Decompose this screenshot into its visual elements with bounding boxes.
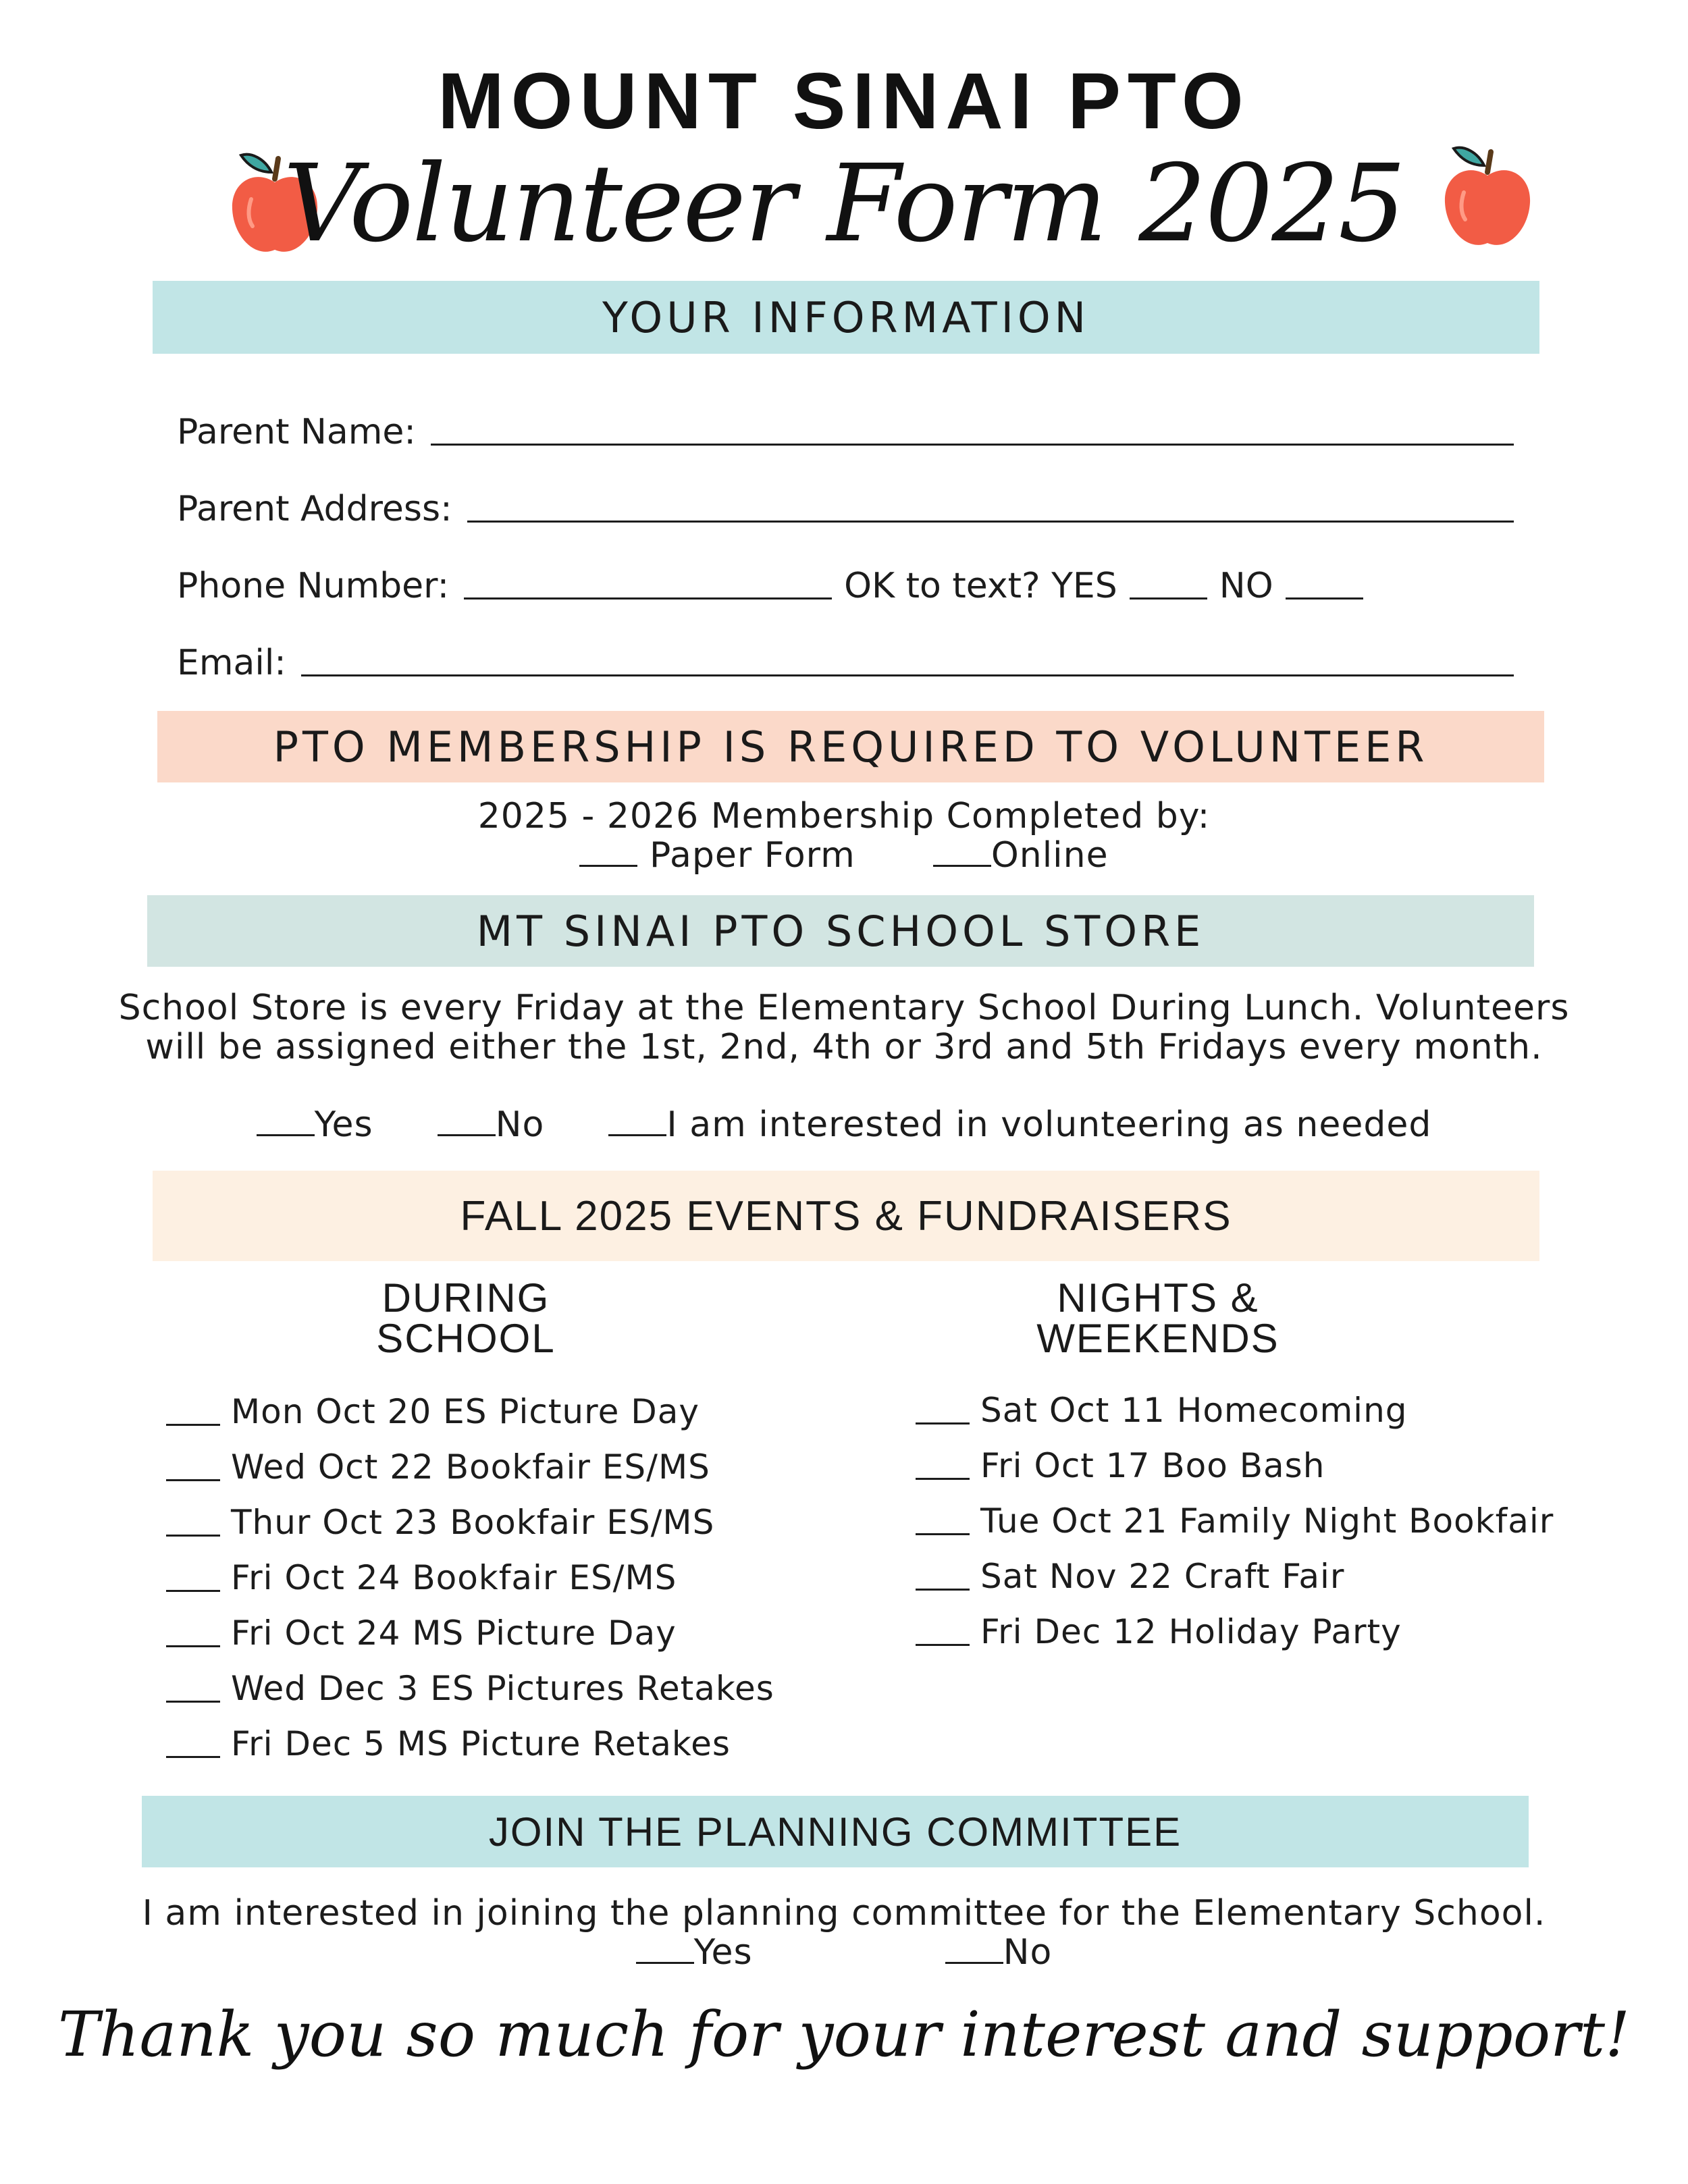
list-item[interactable] bbox=[916, 1375, 1591, 1430]
email-field[interactable] bbox=[177, 622, 1514, 683]
school-store-options bbox=[0, 1104, 1688, 1145]
membership-completed-by: 2025 - 2026 Membership Completed by: bbox=[477, 796, 1211, 836]
during-school-heading bbox=[297, 1275, 635, 1361]
form-title: Volunteer Form 2025 bbox=[283, 142, 1405, 266]
list-item[interactable] bbox=[916, 1541, 1591, 1596]
school-store-heading-text: MT SINAI PTO SCHOOL STORE bbox=[476, 906, 1205, 956]
event-blank[interactable] bbox=[916, 1589, 970, 1591]
event-label: Fri Oct 24 Bookfair ES/MS bbox=[231, 1558, 677, 1597]
events-heading-text: FALL 2025 EVENTS & FUNDRAISERS bbox=[460, 1192, 1232, 1240]
event-blank[interactable] bbox=[916, 1644, 970, 1646]
membership-options bbox=[0, 836, 1688, 875]
event-blank[interactable] bbox=[916, 1422, 970, 1424]
org-title: MOUNT SINAI PTO bbox=[438, 57, 1250, 146]
paper-form-blank[interactable] bbox=[579, 838, 637, 867]
list-item[interactable] bbox=[166, 1487, 841, 1542]
event-label: Wed Dec 3 ES Pictures Retakes bbox=[231, 1669, 774, 1708]
store-no-blank[interactable] bbox=[438, 1107, 496, 1136]
event-blank[interactable] bbox=[166, 1756, 220, 1758]
ok-to-text-label: OK to text? YES bbox=[844, 566, 1117, 606]
list-item[interactable] bbox=[166, 1708, 841, 1763]
text-yes-line[interactable] bbox=[1130, 596, 1207, 600]
event-label: Mon Oct 20 ES Picture Day bbox=[231, 1392, 700, 1431]
event-label: Fri Dec 5 MS Picture Retakes bbox=[231, 1724, 731, 1763]
online-label: Online bbox=[991, 835, 1109, 876]
parent-address-field[interactable] bbox=[177, 469, 1514, 529]
event-blank[interactable] bbox=[166, 1701, 220, 1703]
school-store-heading bbox=[147, 895, 1534, 967]
store-no-label: No bbox=[495, 1104, 545, 1145]
event-label: Fri Oct 17 Boo Bash bbox=[980, 1446, 1325, 1485]
event-label: Wed Oct 22 Bookfair ES/MS bbox=[231, 1447, 710, 1487]
parent-name-line[interactable] bbox=[431, 444, 1514, 446]
store-as-needed-label: I am interested in volunteering as needed bbox=[666, 1104, 1432, 1145]
committee-yes-label: Yes bbox=[693, 1932, 753, 1973]
online-blank[interactable] bbox=[933, 838, 991, 867]
email-line[interactable] bbox=[301, 674, 1514, 676]
store-yes-label: Yes bbox=[314, 1104, 373, 1145]
nights-weekends-heading bbox=[989, 1275, 1327, 1361]
your-information-heading bbox=[153, 281, 1539, 354]
event-blank[interactable] bbox=[166, 1424, 220, 1426]
list-item[interactable] bbox=[916, 1430, 1591, 1485]
nights-weekends-heading-line2: WEEKENDS bbox=[1036, 1316, 1280, 1361]
parent-name-label: Parent Name: bbox=[177, 412, 416, 452]
event-blank[interactable] bbox=[916, 1533, 970, 1535]
events-heading bbox=[153, 1171, 1539, 1261]
during-school-heading-line2: SCHOOL bbox=[376, 1316, 556, 1361]
your-information-heading-text: YOUR INFORMATION bbox=[602, 292, 1090, 342]
parent-address-label: Parent Address: bbox=[177, 489, 452, 529]
list-item[interactable] bbox=[166, 1653, 841, 1708]
phone-field[interactable] bbox=[177, 545, 1514, 606]
event-blank[interactable] bbox=[916, 1478, 970, 1480]
list-item[interactable] bbox=[166, 1376, 841, 1431]
planning-committee-heading bbox=[142, 1796, 1529, 1867]
text-no-line[interactable] bbox=[1286, 596, 1363, 600]
list-item[interactable] bbox=[166, 1431, 841, 1487]
event-label: Sat Nov 22 Craft Fair bbox=[980, 1557, 1345, 1596]
event-blank[interactable] bbox=[166, 1645, 220, 1647]
store-as-needed-blank[interactable] bbox=[608, 1107, 666, 1136]
event-blank[interactable] bbox=[166, 1590, 220, 1592]
parent-name-field[interactable] bbox=[177, 392, 1514, 452]
school-store-line1: School Store is every Friday at the Elementary School During Lunch. Volunteers bbox=[118, 988, 1570, 1028]
parent-address-line[interactable] bbox=[467, 521, 1514, 523]
nights-weekends-list bbox=[916, 1375, 1591, 1651]
event-label: Sat Oct 11 Homecoming bbox=[980, 1391, 1408, 1430]
planning-committee-options bbox=[0, 1933, 1688, 1972]
email-label: Email: bbox=[177, 643, 286, 683]
event-label: Tue Oct 21 Family Night Bookfair bbox=[980, 1501, 1554, 1541]
planning-committee-text: I am interested in joining the planning committee for the Elementary School. bbox=[142, 1893, 1546, 1934]
committee-no-blank[interactable] bbox=[945, 1935, 1003, 1964]
event-label: Fri Oct 24 MS Picture Day bbox=[231, 1614, 677, 1653]
committee-no-label: No bbox=[1003, 1932, 1053, 1973]
during-school-heading-line1: DURING bbox=[381, 1275, 550, 1321]
phone-label: Phone Number: bbox=[177, 566, 450, 606]
list-item[interactable] bbox=[166, 1597, 841, 1653]
thank-you-message: Thank you so much for your interest and support! bbox=[57, 1998, 1631, 2071]
event-blank[interactable] bbox=[166, 1479, 220, 1481]
nights-weekends-heading-line1: NIGHTS & bbox=[1057, 1275, 1259, 1321]
list-item[interactable] bbox=[916, 1485, 1591, 1541]
paper-form-label: Paper Form bbox=[649, 835, 855, 876]
planning-committee-heading-text: JOIN THE PLANNING COMMITTEE bbox=[488, 1809, 1182, 1855]
event-label: Thur Oct 23 Bookfair ES/MS bbox=[231, 1503, 715, 1542]
list-item[interactable] bbox=[916, 1596, 1591, 1651]
committee-yes-blank[interactable] bbox=[636, 1935, 694, 1964]
event-label: Fri Dec 12 Holiday Party bbox=[980, 1612, 1402, 1651]
list-item[interactable] bbox=[166, 1542, 841, 1597]
event-blank[interactable] bbox=[166, 1535, 220, 1537]
text-no-label: NO bbox=[1219, 566, 1273, 606]
store-yes-blank[interactable] bbox=[257, 1107, 315, 1136]
membership-heading-text: PTO MEMBERSHIP IS REQUIRED TO VOLUNTEER bbox=[273, 722, 1429, 772]
membership-heading bbox=[157, 711, 1544, 782]
school-store-line2: will be assigned either the 1st, 2nd, 4th or 3rd and 5th Fridays every month. bbox=[145, 1027, 1543, 1067]
phone-line[interactable] bbox=[464, 596, 832, 600]
during-school-list bbox=[166, 1376, 841, 1763]
